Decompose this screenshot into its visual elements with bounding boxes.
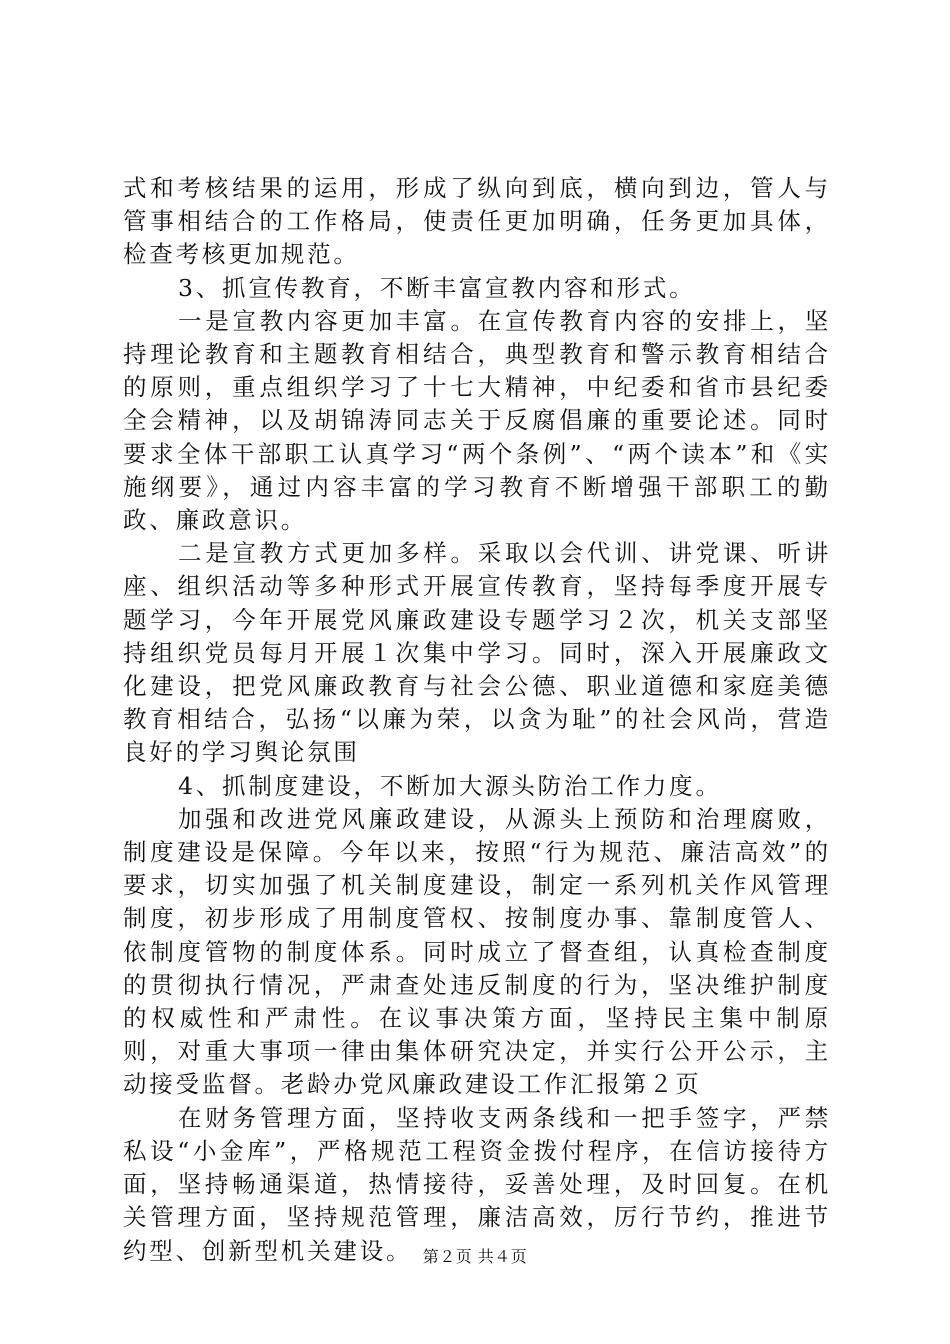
page-number-footer: 第２页 共４页 xyxy=(422,1247,528,1266)
paragraph-continuation: 式和考核结果的运用，形成了纵向到底，横向到边，管人与管事相结合的工作格局，使责任更加明确，任务更加具体，检查考核更加规范。 xyxy=(123,174,831,269)
paragraph-finance-management: 在财务管理方面，坚持收支两条线和一把手签字，严禁私设“小金库”，严格规范工程资金拨付程序，在信访接待方面，坚持畅通渠道，热情接待，妥善处理，及时回复。在机关管理方面，坚持规范管理，廉洁高效，厉行节约，推进节约型、创新型机关建设。 xyxy=(123,1103,831,1265)
section-heading-4: 4、抓制度建设，不断加大源头防治工作力度。 xyxy=(178,771,722,800)
paragraph-methods-diverse: 二是宣教方式更加多样。采取以会代训、讲党课、听讲座、组织活动等多种形式开展宣传教育，坚持每季度开展专题学习，今年开展党风廉政建设专题学习２次，机关支部坚持组织党员每月开展１次集中学习。同时，深入开展廉政文化建设，把党风廉政教育与社会公德、职业道德和家庭美德教育相结合，弘扬“以廉为荣，以贪为耻”的社会风尚，营造良好的学习舆论氛围 xyxy=(123,539,831,767)
document-body xyxy=(123,172,831,1268)
paragraph-content-richer: 一是宣教内容更加丰富。在宣传教育内容的安排上，坚持理论教育和主题教育相结合，典型教育和警示教育相结合的原则，重点组织学习了十七大精神，中纪委和省市县纪委全会精神，以及胡锦涛同志关于反腐倡廉的重要论述。同时要求全体干部职工认真学习“两个条例”、“两个读本”和《实施纲要》，通过内容丰富的学习教育不断增强干部职工的勤政、廉政意识。 xyxy=(123,306,831,535)
section-heading-3: 3、抓宣传教育，不断丰富宣教内容和形式。 xyxy=(178,273,696,302)
paragraph-system-building: 加强和改进党风廉政建设，从源头上预防和治理腐败，制度建设是保障。今年以来，按照“行为规范、廉洁高效”的要求，切实加强了机关制度建设，制定一系列机关作风管理制度，初步形成了用制度管权、按制度办事、靠制度管人、依制度管物的制度体系。同时成立了督查组，认真检查制度的贯彻执行情况，严肃查处违反制度的行为，坚决维护制度的权威性和严肃性。在议事决策方面，坚持民主集中制原则，对重大事项一律由集体研究决定，并实行公开公示，主动接受监督。老龄办党风廉政建设工作汇报第２页 xyxy=(123,804,831,1099)
